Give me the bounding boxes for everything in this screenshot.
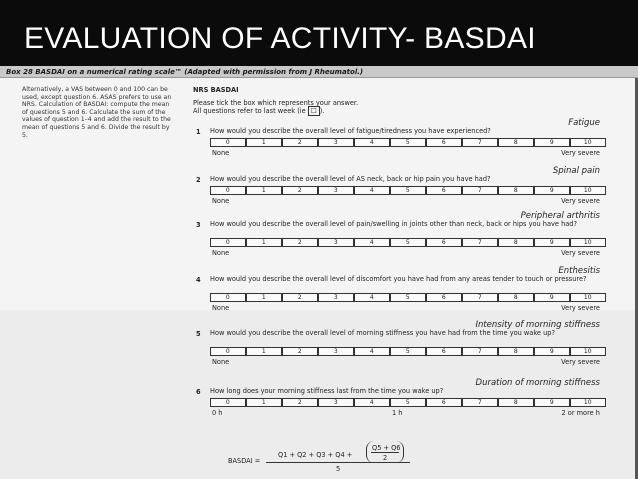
question-number: 5	[196, 330, 201, 338]
nrs-title: NRS BASDAI	[193, 86, 239, 94]
scale-low-anchor: None	[212, 249, 230, 258]
rating-box-2[interactable]: 2	[282, 293, 318, 302]
question-number: 2	[196, 176, 201, 184]
rating-box-8[interactable]: 8	[498, 347, 534, 356]
rating-box-3[interactable]: 3	[318, 293, 354, 302]
scale-high-anchor: Very severe	[561, 249, 600, 258]
side-note: Alternatively, a VAS between 0 and 100 can be used, except question 6. ASAS prefers to use an NRS. Calculation of BASDAI: compute the mean of questions 5 and 6. Calculate the sum of the values of question 1–4 and add the result to the mean of questions 5 and 6. Divide the result by 5.	[22, 86, 172, 139]
rating-box-7[interactable]: 7	[462, 293, 498, 302]
rating-box-5[interactable]: 5	[390, 238, 426, 247]
rating-box-7[interactable]: 7	[462, 138, 498, 147]
formula-lhs: BASDAI =	[228, 457, 261, 465]
question-text: How would you describe the overall level of discomfort you have had from any areas tender to touch or pressure?	[210, 275, 587, 283]
rating-box-10[interactable]: 10	[570, 347, 606, 356]
rating-box-3[interactable]: 3	[318, 138, 354, 147]
scale-low-anchor: None	[212, 148, 230, 157]
formula-fraction-line	[266, 462, 410, 463]
scale-low-anchor: None	[212, 196, 230, 205]
question-text: How would you describe the overall level of morning stiffness you have had from the time you wake up?	[210, 329, 555, 337]
rating-box-6[interactable]: 6	[426, 186, 462, 195]
rating-box-3[interactable]: 3	[318, 398, 354, 407]
rating-box-0[interactable]: 0	[210, 138, 246, 147]
rating-box-2[interactable]: 2	[282, 186, 318, 195]
rating-box-2[interactable]: 2	[282, 138, 318, 147]
rating-scale	[210, 398, 606, 407]
rating-scale	[210, 186, 606, 195]
question-heading: Intensity of morning stiffness	[475, 320, 600, 330]
rating-box-0[interactable]: 0	[210, 398, 246, 407]
rating-box-0[interactable]: 0	[210, 186, 246, 195]
scale-low-anchor: 0 h	[212, 408, 223, 417]
rating-box-0[interactable]: 0	[210, 347, 246, 356]
rating-box-4[interactable]: 4	[354, 347, 390, 356]
rating-box-6[interactable]: 6	[426, 347, 462, 356]
rating-box-6[interactable]: 6	[426, 138, 462, 147]
formula-paren-fraction-line	[371, 452, 399, 453]
question-text: How long does your morning stiffness last from the time you wake up?	[210, 387, 444, 395]
rating-box-6[interactable]: 6	[426, 238, 462, 247]
rating-box-2[interactable]: 2	[282, 398, 318, 407]
rating-box-8[interactable]: 8	[498, 186, 534, 195]
scale-high-anchor: Very severe	[561, 358, 600, 367]
question-number: 3	[196, 221, 201, 229]
rating-box-9[interactable]: 9	[534, 347, 570, 356]
basdai-formula	[228, 441, 428, 479]
scale-high-anchor: Very severe	[561, 304, 600, 313]
question-heading: Duration of morning stiffness	[475, 378, 600, 388]
formula-denominator: 5	[336, 465, 341, 473]
rating-box-5[interactable]: 5	[390, 398, 426, 407]
rating-box-4[interactable]: 4	[354, 238, 390, 247]
rating-box-10[interactable]: 10	[570, 398, 606, 407]
rating-box-5[interactable]: 5	[390, 138, 426, 147]
instructions	[193, 99, 593, 115]
rating-box-4[interactable]: 4	[354, 398, 390, 407]
scale-high-anchor: Very severe	[561, 148, 600, 157]
rating-box-9[interactable]: 9	[534, 238, 570, 247]
rating-box-1[interactable]: 1	[246, 293, 282, 302]
rating-box-9[interactable]: 9	[534, 293, 570, 302]
rating-box-5[interactable]: 5	[390, 293, 426, 302]
rating-box-7[interactable]: 7	[462, 398, 498, 407]
rating-box-0[interactable]: 0	[210, 293, 246, 302]
rating-box-7[interactable]: 7	[462, 238, 498, 247]
rating-box-1[interactable]: 1	[246, 186, 282, 195]
rating-scale	[210, 347, 606, 356]
instructions-prefix: All questions refer to last week (ie	[193, 107, 306, 115]
question-text: How would you describe the overall level of pain/swelling in joints other than neck, back or hips you have had?	[210, 220, 577, 228]
rating-box-1[interactable]: 1	[246, 138, 282, 147]
rating-box-9[interactable]: 9	[534, 138, 570, 147]
box-header: Box 28 BASDAI on a numerical rating scale™ (Adapted with permission from J Rheumatol.)	[0, 66, 638, 78]
scale-high-anchor: 2 or more h	[561, 408, 600, 417]
rating-box-2[interactable]: 2	[282, 238, 318, 247]
rating-box-3[interactable]: 3	[318, 347, 354, 356]
rating-box-10[interactable]: 10	[570, 186, 606, 195]
rating-box-9[interactable]: 9	[534, 398, 570, 407]
rating-box-5[interactable]: 5	[390, 347, 426, 356]
rating-box-1[interactable]: 1	[246, 238, 282, 247]
rating-box-9[interactable]: 9	[534, 186, 570, 195]
question-number: 1	[196, 128, 201, 136]
basdai-document	[0, 66, 638, 479]
rating-box-8[interactable]: 8	[498, 238, 534, 247]
formula-paren-denominator: 2	[383, 454, 388, 462]
question-heading: Peripheral arthritis	[520, 211, 600, 221]
question-heading: Enthesitis	[558, 266, 600, 276]
rating-box-10[interactable]: 10	[570, 138, 606, 147]
rating-box-7[interactable]: 7	[462, 186, 498, 195]
rating-box-4[interactable]: 4	[354, 186, 390, 195]
formula-numerator: Q1 + Q2 + Q3 + Q4 +	[278, 451, 353, 459]
question-number: 4	[196, 276, 201, 284]
instructions-line1: Please tick the box which represents your answer.	[193, 99, 359, 107]
rating-box-10[interactable]: 10	[570, 238, 606, 247]
last-week-box: ☐	[308, 106, 320, 116]
rating-scale	[210, 238, 606, 247]
rating-box-0[interactable]: 0	[210, 238, 246, 247]
rating-box-8[interactable]: 8	[498, 398, 534, 407]
question-heading: Spinal pain	[552, 166, 600, 176]
rating-box-3[interactable]: 3	[318, 186, 354, 195]
question-heading: Fatigue	[568, 118, 600, 128]
rating-box-8[interactable]: 8	[498, 293, 534, 302]
scale-low-anchor: None	[212, 304, 230, 313]
question-number: 6	[196, 388, 201, 396]
rating-box-6[interactable]: 6	[426, 293, 462, 302]
instructions-suffix: ).	[319, 107, 325, 115]
rating-box-2[interactable]: 2	[282, 347, 318, 356]
instructions-line2	[193, 107, 593, 115]
question-text: How would you describe the overall level of fatigue/tiredness you have experienced?	[210, 127, 491, 135]
slide-title: EVALUATION OF ACTIVITY- BASDAI	[24, 22, 536, 55]
rating-box-1[interactable]: 1	[246, 347, 282, 356]
rating-box-6[interactable]: 6	[426, 398, 462, 407]
question-text: How would you describe the overall level of AS neck, back or hip pain you have had?	[210, 175, 491, 183]
scale-mid-anchor: 1 h	[392, 408, 403, 417]
rating-box-5[interactable]: 5	[390, 186, 426, 195]
rating-box-8[interactable]: 8	[498, 138, 534, 147]
rating-scale	[210, 138, 606, 147]
scale-low-anchor: None	[212, 358, 230, 367]
rating-box-4[interactable]: 4	[354, 138, 390, 147]
rating-box-4[interactable]: 4	[354, 293, 390, 302]
rating-box-7[interactable]: 7	[462, 347, 498, 356]
rating-box-1[interactable]: 1	[246, 398, 282, 407]
title-bar	[0, 0, 638, 66]
formula-paren-numerator: Q5 + Q6	[372, 444, 401, 452]
rating-box-3[interactable]: 3	[318, 238, 354, 247]
rating-scale	[210, 293, 606, 302]
scale-high-anchor: Very severe	[561, 196, 600, 205]
rating-box-10[interactable]: 10	[570, 293, 606, 302]
